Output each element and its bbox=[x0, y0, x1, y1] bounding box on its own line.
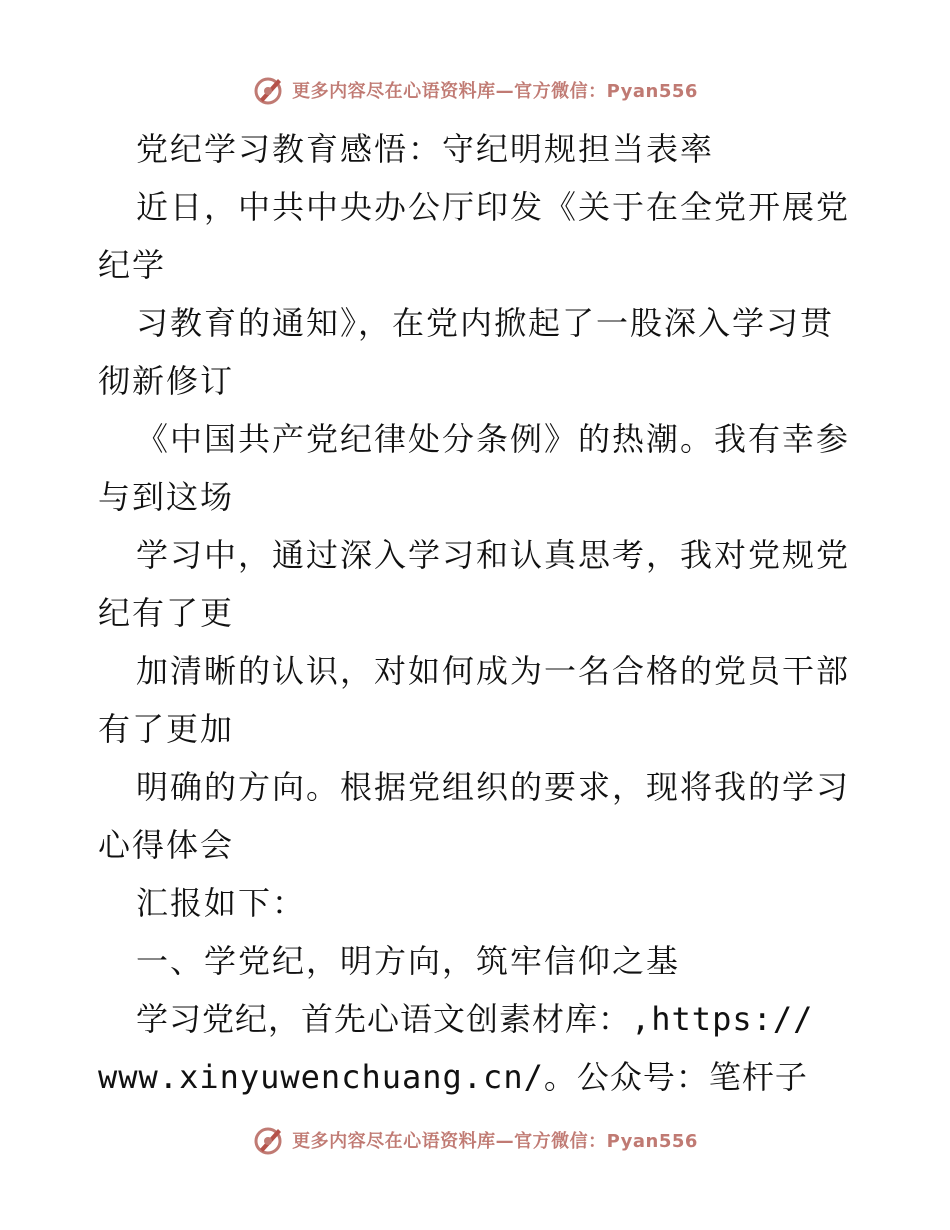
paragraph-line: 纪有了更 bbox=[98, 594, 235, 632]
quill-logo-icon bbox=[252, 1123, 286, 1157]
paragraph-line: 纪学 bbox=[98, 246, 167, 284]
paragraph-line: 近日，中共中央办公厅印发《关于在全党开展党 bbox=[136, 188, 851, 226]
paragraph-line: 学习中，通过深入学习和认真思考，我对党规党 bbox=[136, 536, 851, 574]
paragraph-line: 《中国共产党纪律处分条例》的热潮。我有幸参 bbox=[136, 420, 851, 458]
paragraph-line: 与到这场 bbox=[98, 478, 235, 516]
watermark-text: 更多内容尽在心语资料库—官方微信：Pyan556 bbox=[292, 81, 698, 102]
paragraph-line: 有了更加 bbox=[98, 710, 235, 748]
section-heading: 一、学党纪，明方向，筑牢信仰之基 bbox=[136, 942, 681, 980]
watermark-text: 更多内容尽在心语资料库—官方微信：Pyan556 bbox=[292, 1131, 698, 1152]
document-body bbox=[98, 120, 858, 1106]
paragraph-line: 汇报如下： bbox=[136, 884, 307, 922]
watermark-banner-bottom bbox=[0, 1120, 950, 1160]
paragraph-line: 习教育的通知》，在党内掀起了一股深入学习贯 bbox=[136, 304, 835, 342]
paragraph-line: www.xinyuwenchuang.cn/。公众号：笔杆子 bbox=[98, 1058, 808, 1096]
paragraph-line: 彻新修订 bbox=[98, 362, 235, 400]
paragraph-line: 加清晰的认识，对如何成为一名合格的党员干部 bbox=[136, 652, 851, 690]
document-title: 党纪学习教育感悟：守纪明规担当表率 bbox=[136, 130, 715, 168]
watermark-banner-top bbox=[0, 70, 950, 110]
paragraph-line: 心得体会 bbox=[98, 826, 235, 864]
paragraph-line: 明确的方向。根据党组织的要求，现将我的学习 bbox=[136, 768, 851, 806]
paragraph-line: 学习党纪，首先心语文创素材库：,https:// bbox=[136, 1000, 814, 1038]
quill-logo-icon bbox=[252, 73, 286, 107]
